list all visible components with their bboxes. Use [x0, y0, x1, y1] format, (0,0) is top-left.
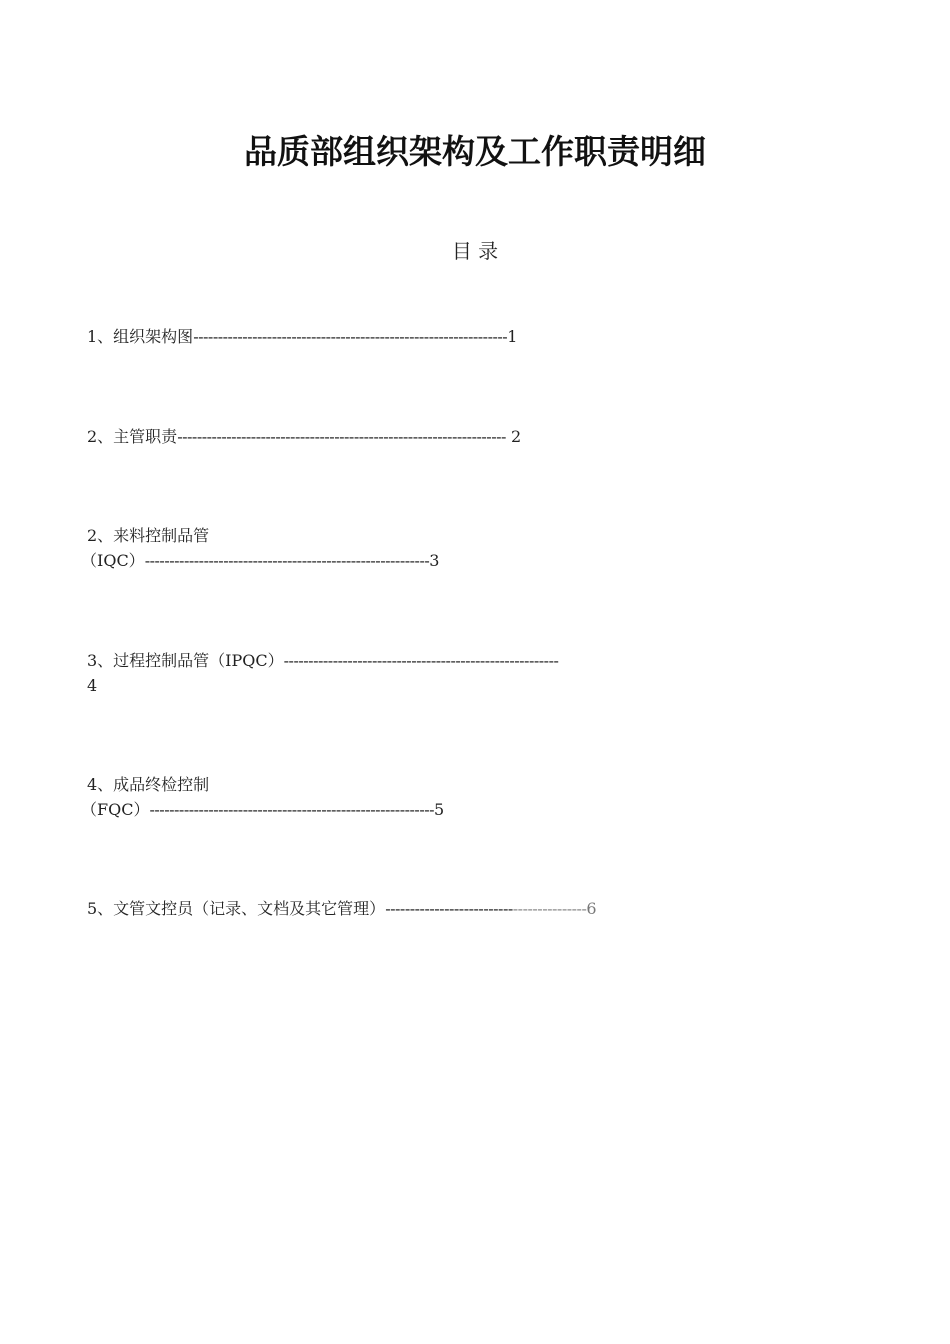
toc-entry-label: 2、来料控制品管	[87, 526, 210, 545]
toc-entry-fqc[interactable]	[81, 772, 867, 822]
toc-page-number: 1	[507, 327, 518, 346]
toc-page-number: 4	[87, 676, 98, 695]
toc-entry-document-control[interactable]	[87, 896, 867, 921]
toc-entry-label: 4、成品终检控制	[87, 775, 210, 794]
toc-leader-dots: --------------------------	[385, 899, 513, 918]
toc-entry-iqc[interactable]	[81, 523, 867, 573]
toc-heading: 目 录	[451, 239, 499, 263]
toc-entry-label: 5、文管文控员（记录、文档及其它管理）	[87, 899, 386, 918]
toc-entry-label: 3、过程控制品管（IPQC）	[87, 651, 284, 670]
document-title: 品质部组织架构及工作职责明细	[244, 132, 706, 171]
toc-leader-dots: --------------------------------------------------------	[283, 651, 559, 670]
toc-leader-dots: ----------------------------------------------------------	[144, 551, 430, 570]
toc-entry-label-continued: （IQC）	[81, 551, 145, 570]
toc-entry-org-chart[interactable]	[87, 324, 867, 349]
toc-entry-label: 2、主管职责	[87, 427, 178, 446]
toc-leader-dots: -------------------------------------------------------------------	[177, 427, 506, 446]
toc-leader-dots-faint: ---------------	[512, 899, 587, 918]
toc-entry-label-continued: （FQC）	[81, 800, 150, 819]
toc-entry-ipqc[interactable]	[87, 648, 867, 698]
toc-page-number: 5	[434, 800, 445, 819]
toc-page-number: 3	[429, 551, 440, 570]
toc-page-number: 2	[505, 427, 522, 446]
toc-entry-label: 1、组织架构图	[87, 327, 194, 346]
toc-entry-supervisor-duties[interactable]	[87, 424, 867, 449]
toc-leader-dots: ----------------------------------------------------------	[149, 800, 435, 819]
toc-page-number: 6	[586, 899, 597, 918]
toc-leader-dots: ----------------------------------------------------------------	[193, 327, 508, 346]
